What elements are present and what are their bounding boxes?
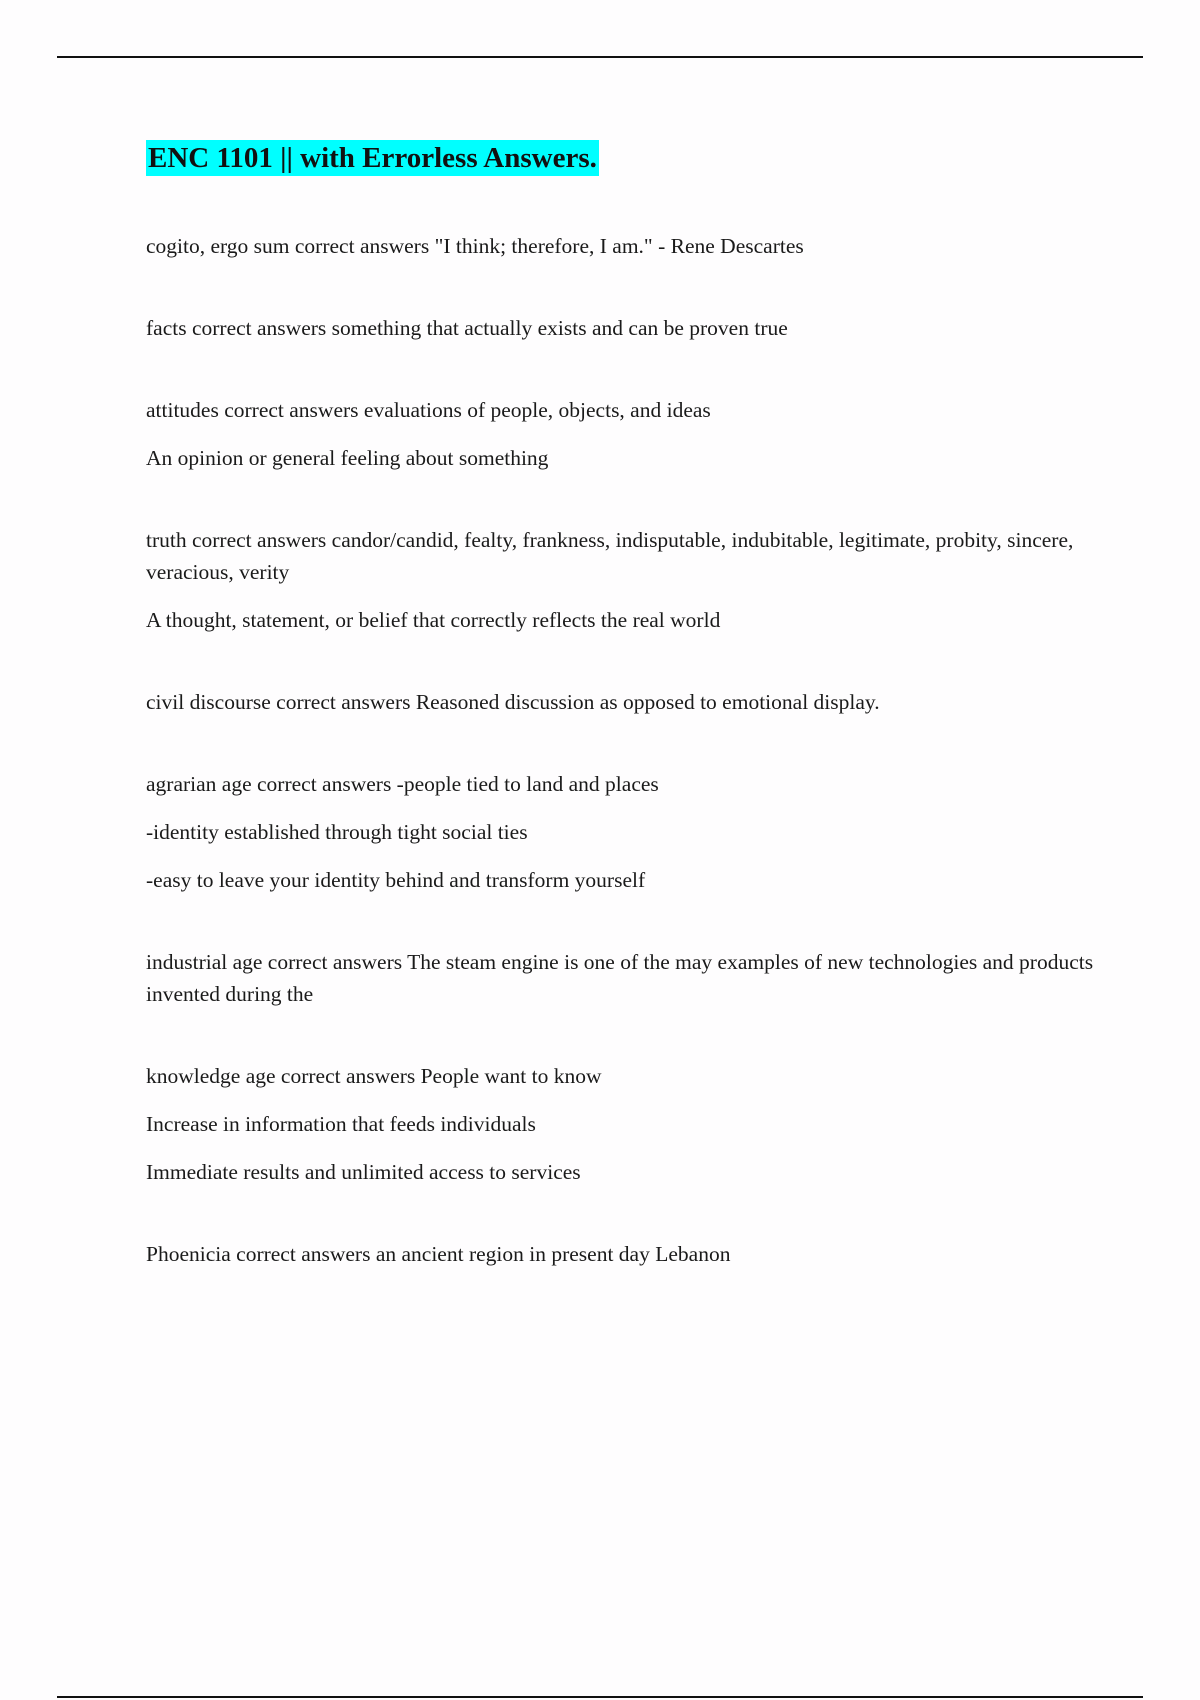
qa-item-industrial-age [146,946,1106,1010]
document-content [146,140,1106,1320]
qa-list [146,230,1106,1270]
qa-line: attitudes correct answers evaluations of people, objects, and ideas [146,398,711,422]
qa-line: Immediate results and unlimited access to services [146,1160,581,1184]
qa-line: -easy to leave your identity behind and transform yourself [146,868,646,892]
qa-item-phoenicia [146,1238,1106,1270]
qa-line: Phoenicia correct answers an ancient region in present day Lebanon [146,1242,731,1266]
qa-line: knowledge age correct answers People want to know [146,1064,602,1088]
header-rule [57,56,1143,58]
qa-line: cogito, ergo sum correct answers "I think; therefore, I am." - Rene Descartes [146,234,804,258]
qa-line: civil discourse correct answers Reasoned discussion as opposed to emotional display. [146,690,880,714]
qa-item-truth [146,524,1106,636]
qa-item-agrarian-age [146,768,1106,896]
document-title: ENC 1101 || with Errorless Answers. [148,142,597,174]
qa-item-attitudes [146,394,1106,474]
qa-line: agrarian age correct answers -people tied to land and places [146,772,659,796]
qa-item-facts [146,312,1106,344]
qa-line: industrial age correct answers The steam engine is one of the may examples of new technologies and products invented during the [146,950,1094,1006]
qa-line: A thought, statement, or belief that correctly reflects the real world [146,608,721,632]
qa-item-civil-discourse [146,686,1106,718]
qa-line: Increase in information that feeds individuals [146,1112,536,1136]
qa-line: facts correct answers something that actually exists and can be proven true [146,316,788,340]
qa-line: truth correct answers candor/candid, fealty, frankness, indisputable, indubitable, legitimate, probity, sincere, veracious, verity [146,528,1074,584]
qa-line: An opinion or general feeling about something [146,446,549,470]
qa-item-cogito [146,230,1106,262]
footer-rule [57,1696,1143,1698]
qa-item-knowledge-age [146,1060,1106,1188]
qa-line: -identity established through tight social ties [146,820,528,844]
